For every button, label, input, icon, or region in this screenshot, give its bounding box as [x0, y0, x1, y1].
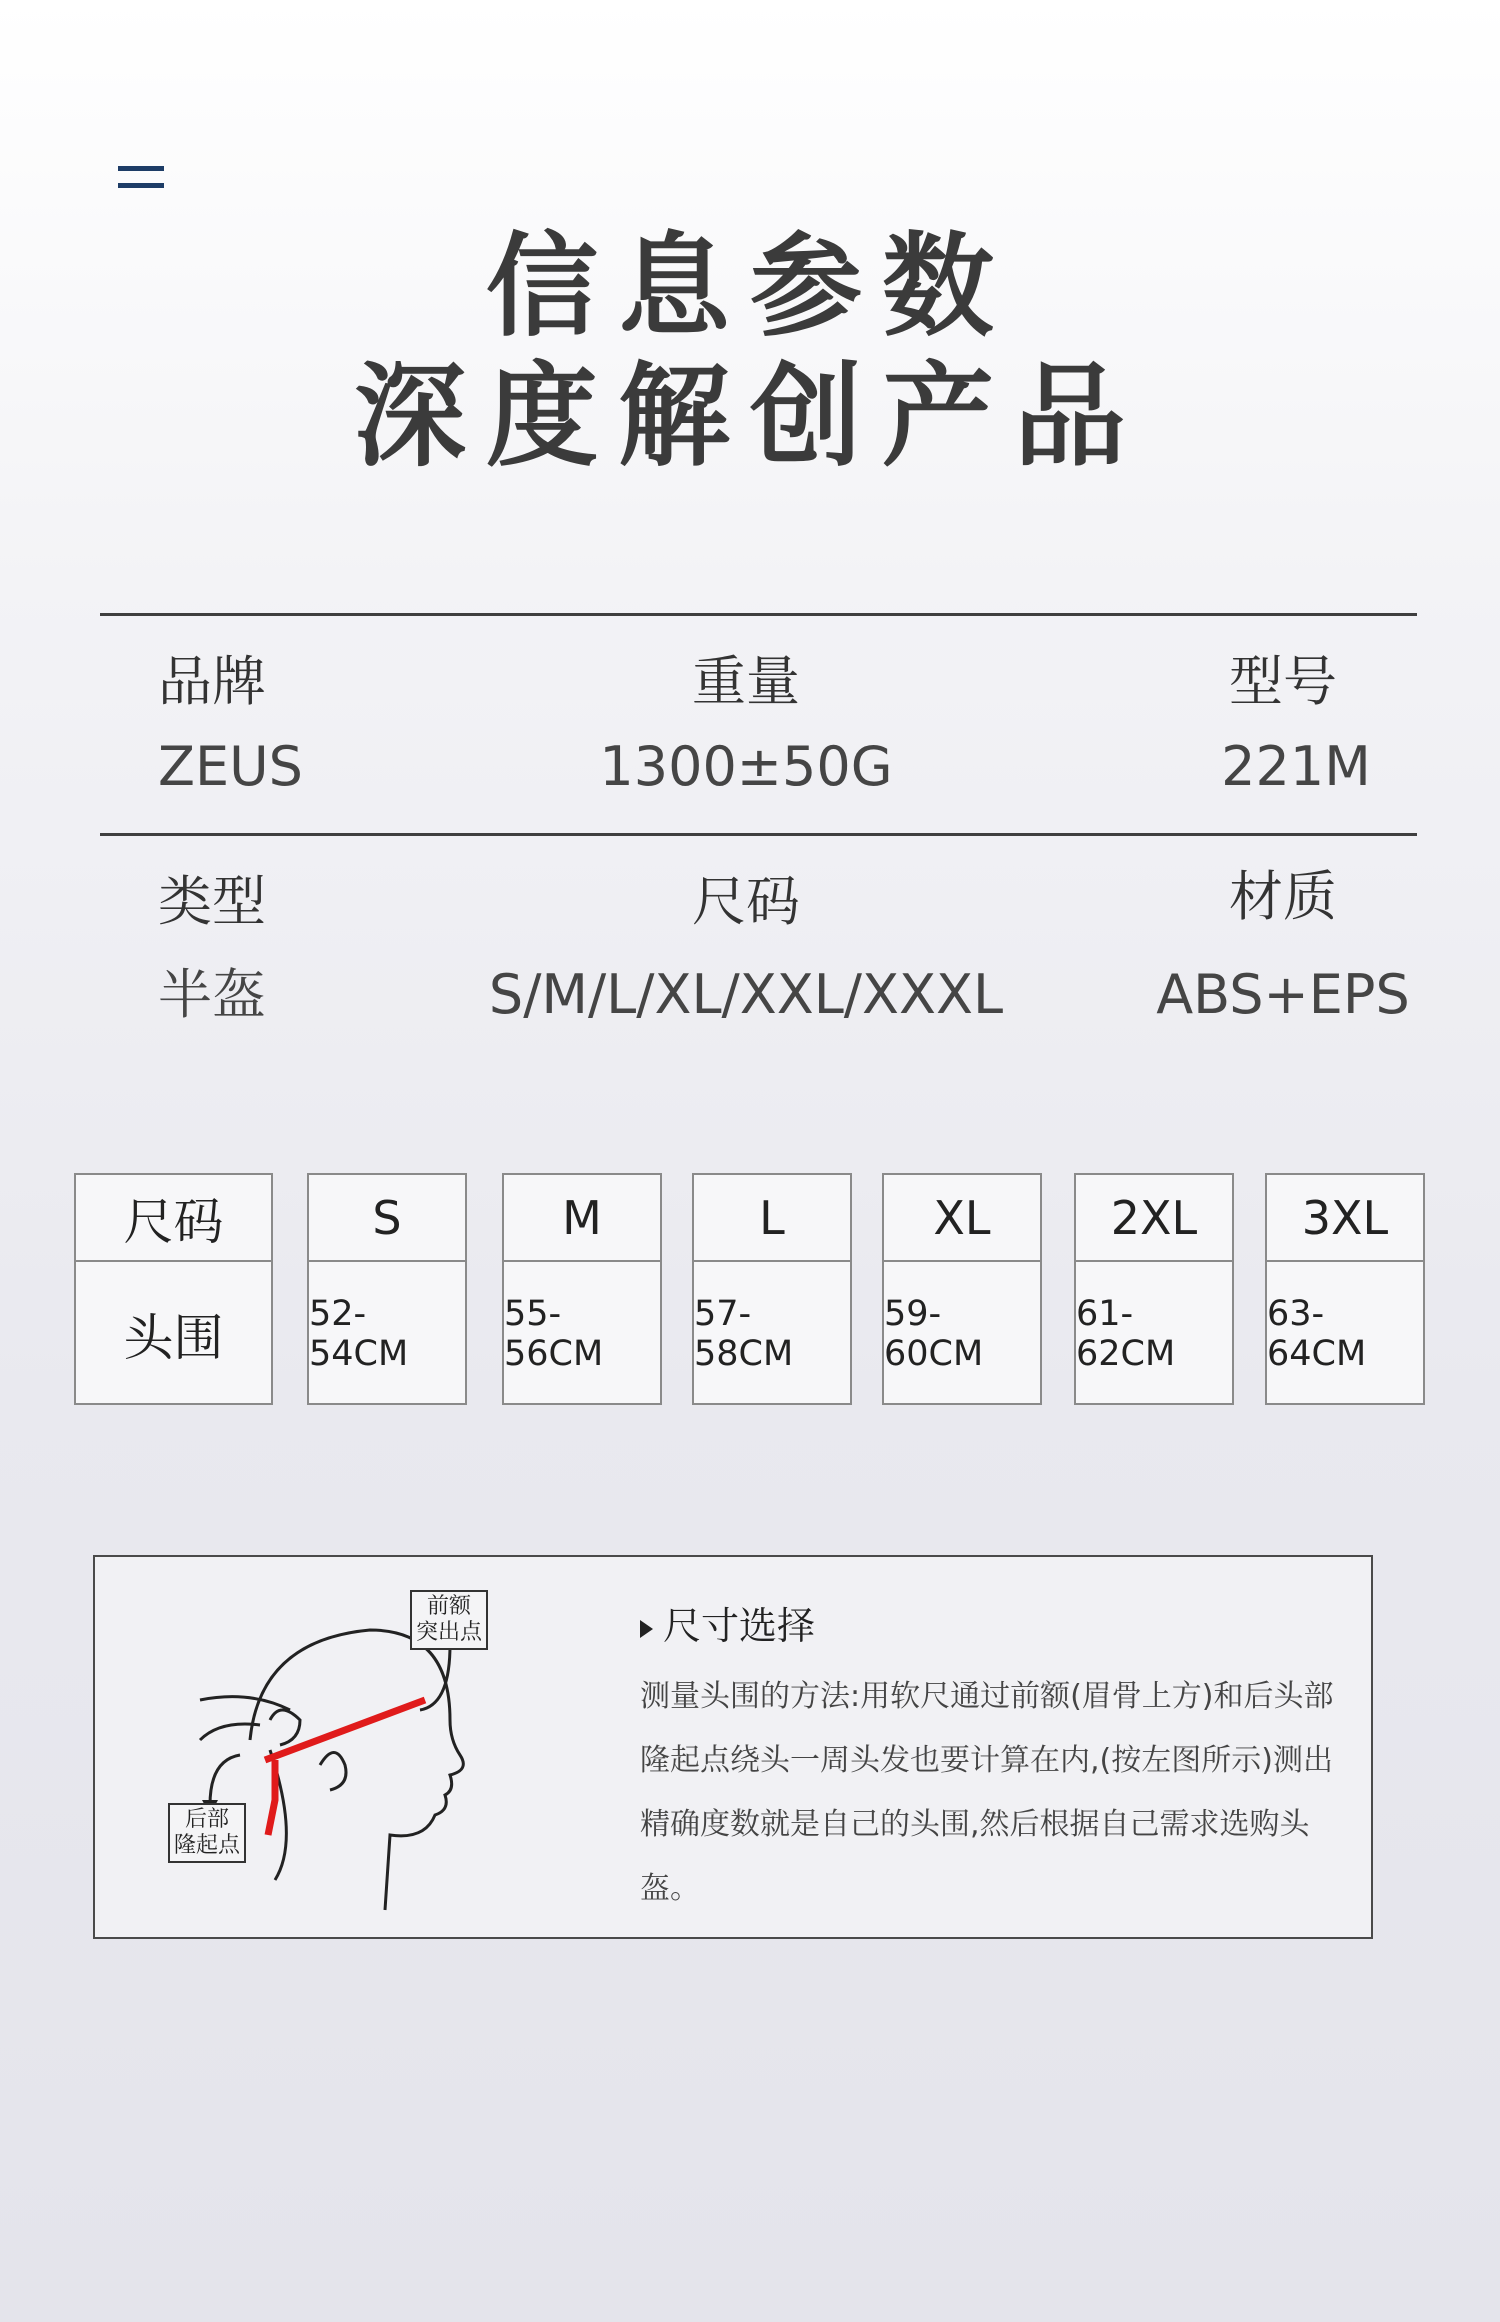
guide-title: 尺寸选择 — [640, 1595, 815, 1650]
size-column — [882, 1173, 1042, 1405]
spec-type-value: 半盔 — [158, 963, 266, 1026]
spec-size-label: 尺码 — [692, 870, 800, 933]
size-column — [502, 1173, 662, 1405]
page-title-line2: 深度解创产品 — [354, 352, 1146, 482]
divider-middle — [100, 833, 1417, 836]
menu-icon[interactable] — [118, 166, 164, 196]
size-table-header — [74, 1173, 273, 1405]
size-label: M — [504, 1175, 660, 1262]
size-label: S — [309, 1175, 465, 1262]
spec-weight-value: 1300±50G — [599, 735, 893, 798]
size-column — [1265, 1173, 1425, 1405]
spec-model-label: 型号 — [1229, 650, 1337, 713]
circumference-value: 63-64CM — [1267, 1293, 1367, 1374]
circumference-value: 52-54CM — [309, 1293, 409, 1374]
forehead-point-label: 前额 突出点 — [410, 1590, 488, 1650]
rear-point-label: 后部 隆起点 — [168, 1803, 246, 1863]
guide-description: 测量头围的方法:用软尺通过前额(眉骨上方)和后头部隆起点绕头一周头发也要计算在内,(按左图所示)测出精确度数就是自己的头围,然后根据自己需求选购头盔。 — [640, 1679, 1334, 1906]
spec-model-value: 221M — [1221, 735, 1371, 798]
spec-material-label: 材质 — [1229, 865, 1337, 928]
spec-size-value: S/M/L/XL/XXL/XXXL — [488, 963, 1004, 1026]
spec-brand-value: ZEUS — [158, 735, 303, 798]
page-title-line1: 信息参数 — [486, 222, 1014, 352]
spec-material-value: ABS+EPS — [1156, 963, 1410, 1026]
spec-brand-label: 品牌 — [158, 650, 266, 713]
size-header-label: 尺码 — [76, 1175, 271, 1262]
size-label: 3XL — [1267, 1175, 1423, 1262]
circumference-value: 61-62CM — [1076, 1293, 1176, 1374]
size-column — [1074, 1173, 1234, 1405]
spec-type-label: 类型 — [158, 870, 266, 933]
triangle-bullet-icon — [640, 1620, 653, 1638]
size-label: 2XL — [1076, 1175, 1232, 1262]
size-label: XL — [884, 1175, 1040, 1262]
size-label: L — [694, 1175, 850, 1262]
divider-top — [100, 613, 1417, 616]
circumference-value: 57-58CM — [694, 1293, 794, 1374]
circumference-value: 55-56CM — [504, 1293, 604, 1374]
circumference-header-label: 头围 — [123, 1308, 224, 1367]
spec-weight-label: 重量 — [692, 650, 800, 713]
size-column — [692, 1173, 852, 1405]
circumference-value: 59-60CM — [884, 1293, 984, 1374]
size-column — [307, 1173, 467, 1405]
